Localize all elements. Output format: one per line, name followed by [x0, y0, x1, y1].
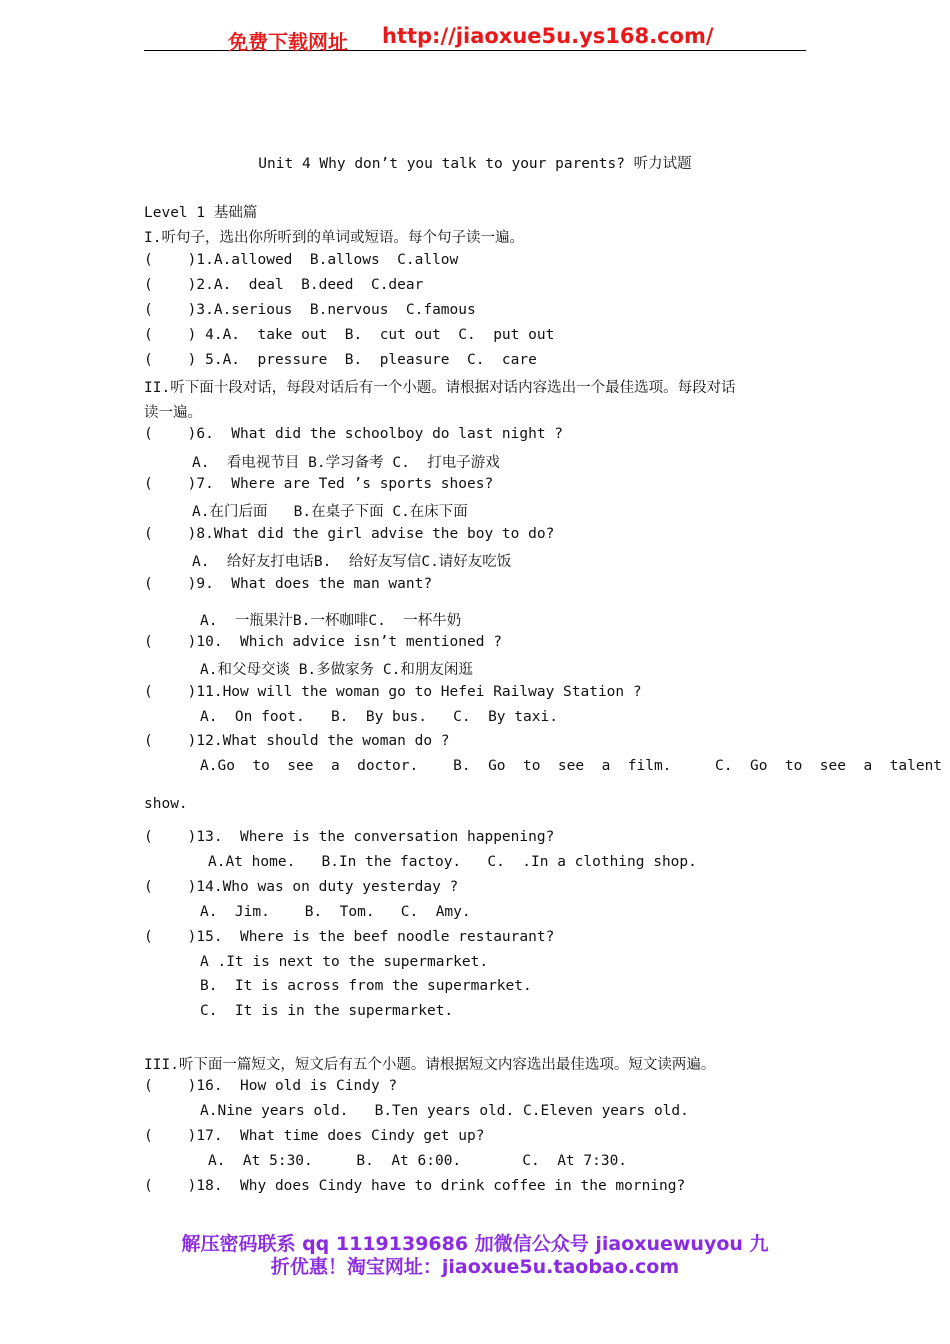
question-3: ( )3.A.serious B.nervous C.famous: [144, 302, 476, 318]
question-12: ( )12.What should the woman do ?: [144, 733, 450, 749]
question-8: ( )8.What did the girl advise the boy to do?: [144, 526, 555, 542]
question-9: ( )9. What does the man want?: [144, 576, 433, 592]
question-6-options: A. 看电视节目 B.学习备考 C. 打电子游戏: [192, 455, 500, 471]
page-title: Unit 4 Why don’t you talk to your parents? 听力试题: [258, 156, 692, 172]
question-10-options: A.和父母交谈 B.多做家务 C.和朋友闲逛: [200, 662, 473, 678]
header-label: 免费下载网址: [228, 30, 348, 54]
question-15-option-a: A .It is next to the supermarket.: [200, 954, 489, 970]
question-13-options: A.At home. B.In the factoy. C. .In a clothing shop.: [208, 854, 697, 870]
footer-shop-link[interactable]: 折优惠！淘宝网址：jiaoxue5u.taobao.com: [270, 1256, 680, 1278]
question-9-options: A. 一瓶果汁B.一杯咖啡C. 一杯牛奶: [200, 613, 462, 629]
question-17: ( )17. What time does Cindy get up?: [144, 1128, 485, 1144]
level-heading: Level 1 基础篇: [144, 205, 258, 221]
section1-heading: I.听句子，选出你所听到的单词或短语。每个句子读一遍。: [144, 230, 524, 246]
question-7: ( )7. Where are Ted ’s sports shoes?: [144, 476, 494, 492]
question-15-option-b: B. It is across from the supermarket.: [200, 978, 532, 994]
question-12-options-cont: show.: [144, 796, 188, 812]
question-10: ( )10. Which advice isn’t mentioned ?: [144, 634, 502, 650]
question-17-options: A. At 5:30. B. At 6:00. C. At 7:30.: [208, 1153, 628, 1169]
question-6: ( )6. What did the schoolboy do last night ?: [144, 426, 564, 442]
section3-heading: III.听下面一篇短文，短文后有五个小题。请根据短文内容选出最佳选项。短文读两遍。: [144, 1057, 716, 1073]
section2-heading-cont: 读一遍。: [144, 405, 202, 421]
question-14-options: A. Jim. B. Tom. C. Amy.: [200, 904, 471, 920]
question-13: ( )13. Where is the conversation happening?: [144, 829, 555, 845]
question-8-options: A. 给好友打电话B. 给好友写信C.请好友吃饭: [192, 554, 512, 570]
footer-contact: 解压密码联系 qq 1119139686 加微信公众号 jiaoxuewuyou 九: [181, 1233, 769, 1255]
question-15: ( )15. Where is the beef noodle restaurant?: [144, 929, 555, 945]
question-11: ( )11.How will the woman go to Hefei Railway Station ?: [144, 684, 642, 700]
question-16-options: A.Nine years old. B.Ten years old. C.Eleven years old.: [200, 1103, 689, 1119]
question-15-option-c: C. It is in the supermarket.: [200, 1003, 454, 1019]
question-7-options: A.在门后面 B.在桌子下面 C.在床下面: [192, 504, 468, 520]
question-18: ( )18. Why does Cindy have to drink coffee in the morning?: [144, 1178, 686, 1194]
question-11-options: A. On foot. B. By bus. C. By taxi.: [200, 709, 558, 725]
question-4: ( ) 4.A. take out B. cut out C. put out: [144, 327, 555, 343]
question-14: ( )14.Who was on duty yesterday ?: [144, 879, 459, 895]
page-header: [144, 24, 806, 54]
question-1: ( )1.A.allowed B.allows C.allow: [144, 252, 459, 268]
question-16: ( )16. How old is Cindy ?: [144, 1078, 398, 1094]
question-5: ( ) 5.A. pressure B. pleasure C. care: [144, 352, 537, 368]
question-12-options: A.Go to see a doctor. B. Go to see a film. C. Go to see a talent: [200, 758, 943, 774]
question-2: ( )2.A. deal B.deed C.dear: [144, 277, 424, 293]
section2-heading: II.听下面十段对话，每段对话后有一个小题。请根据对话内容选出一个最佳选项。每段对话: [144, 380, 736, 396]
header-url-link[interactable]: http://jiaoxue5u.ys168.com/: [382, 24, 714, 48]
